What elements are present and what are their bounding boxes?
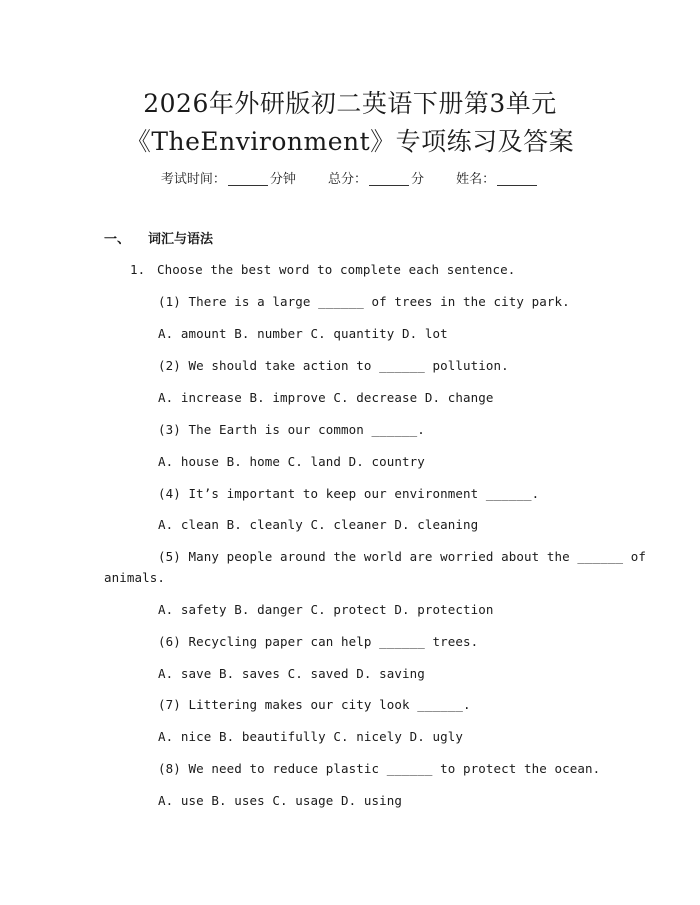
name-label: 姓名：: [456, 172, 496, 187]
section-number: 一、: [104, 232, 131, 247]
time-label: 考试时间：: [160, 172, 226, 187]
doc-title-line2: 《TheEnvironment》专项练习及答案: [125, 127, 575, 156]
exam-meta: [0, 168, 700, 187]
question-number: 1.: [130, 262, 146, 277]
item-question: (2) We should take action to ______ pollution.: [158, 358, 509, 373]
item-options: A. clean B. cleanly C. cleaner D. cleaning: [158, 517, 479, 532]
item-question: (5) Many people around the world are worried about the ______ of: [158, 549, 647, 564]
item-options: A. amount B. number C. quantity D. lot: [158, 326, 448, 341]
item-question: (1) There is a large ______ of trees in the city park.: [158, 294, 570, 309]
item-options: A. save B. saves C. saved D. saving: [158, 666, 425, 681]
score-unit: 分: [411, 172, 425, 187]
name-field: [456, 168, 539, 187]
item-question: (3) The Earth is our common ______.: [158, 422, 425, 437]
score-label: 总分：: [327, 172, 367, 187]
time-field: [161, 168, 296, 187]
item-options: A. nice B. beautifully C. nicely D. ugly: [158, 729, 464, 744]
section-title: 词汇与语法: [148, 232, 214, 247]
score-field: [328, 168, 424, 187]
doc-title-line1: 2026年外研版初二英语下册第3单元: [143, 89, 557, 118]
question-instruction: Choose the best word to complete each sentence.: [157, 262, 516, 277]
time-unit: 分钟: [269, 172, 296, 187]
item-options: A. house B. home C. land D. country: [158, 454, 425, 469]
item-question: (7) Littering makes our city look ______.: [158, 697, 471, 712]
item-options: A. use B. uses C. usage D. using: [158, 793, 403, 808]
item-question: (4) It’s important to keep our environment ______.: [158, 486, 540, 501]
section-heading: [104, 228, 213, 247]
item-question: (8) We need to reduce plastic ______ to protect the ocean.: [158, 761, 601, 776]
time-blank: [228, 171, 268, 186]
name-blank: [497, 171, 537, 186]
item-options: A. increase B. improve C. decrease D. change: [158, 390, 494, 405]
item-options: A. safety B. danger C. protect D. protection: [158, 602, 494, 617]
item-question-continued: animals.: [104, 570, 166, 585]
item-question: (6) Recycling paper can help ______ trees.: [158, 634, 479, 649]
score-blank: [369, 171, 409, 186]
